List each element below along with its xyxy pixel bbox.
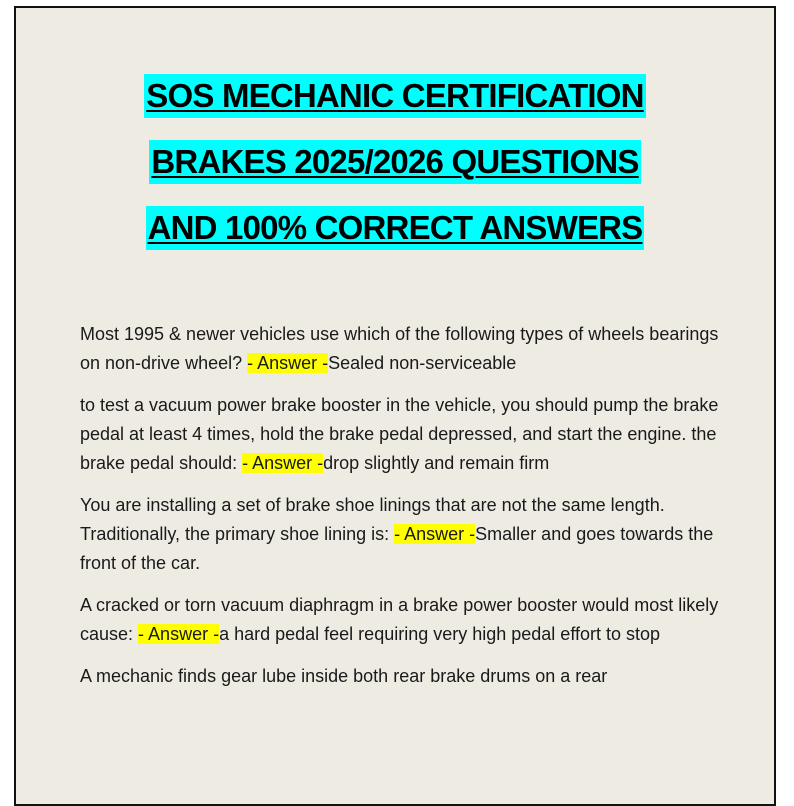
answer-marker: - Answer - — [394, 524, 476, 544]
qa-item-5 — [80, 662, 730, 691]
question-text: A cracked or torn vacuum diaphragm in a brake power booster would most likely cause: — [80, 595, 719, 644]
answer-marker: - Answer - — [247, 353, 329, 373]
question-text: to test a vacuum power brake booster in the vehicle, you should pump the brake pedal at least 4 times, hold the brake pedal depressed, and start the engine. the brake pedal should: — [80, 395, 719, 473]
answer-marker: - Answer - — [138, 624, 220, 644]
question-text: Most 1995 & newer vehicles use which of the following types of wheels bearings on non-drive wheel? — [80, 324, 719, 373]
question-answer-list — [80, 320, 730, 704]
question-text: A mechanic finds gear lube inside both rear brake drums on a rear — [80, 666, 608, 686]
question-text: You are installing a set of brake shoe linings that are not the same length. Traditionally, the primary shoe lining is: — [80, 495, 665, 544]
qa-item-2 — [80, 391, 730, 478]
answer-marker: - Answer - — [242, 453, 324, 473]
answer-text: Sealed non-serviceable — [328, 353, 517, 373]
qa-item-3 — [80, 491, 730, 578]
title-line-2: BRAKES 2025/2026 QUESTIONS — [149, 140, 640, 184]
title-line-3: AND 100% CORRECT ANSWERS — [146, 206, 645, 250]
answer-text: drop slightly and remain firm — [323, 453, 550, 473]
document-title — [16, 70, 774, 268]
answer-text: Smaller and goes towards the front of the car. — [80, 524, 714, 573]
title-line-1: SOS MECHANIC CERTIFICATION — [144, 74, 645, 118]
answer-text: a hard pedal feel requiring very high pedal effort to stop — [219, 624, 661, 644]
qa-item-4 — [80, 591, 730, 649]
document-page — [14, 6, 776, 806]
qa-item-1 — [80, 320, 730, 378]
